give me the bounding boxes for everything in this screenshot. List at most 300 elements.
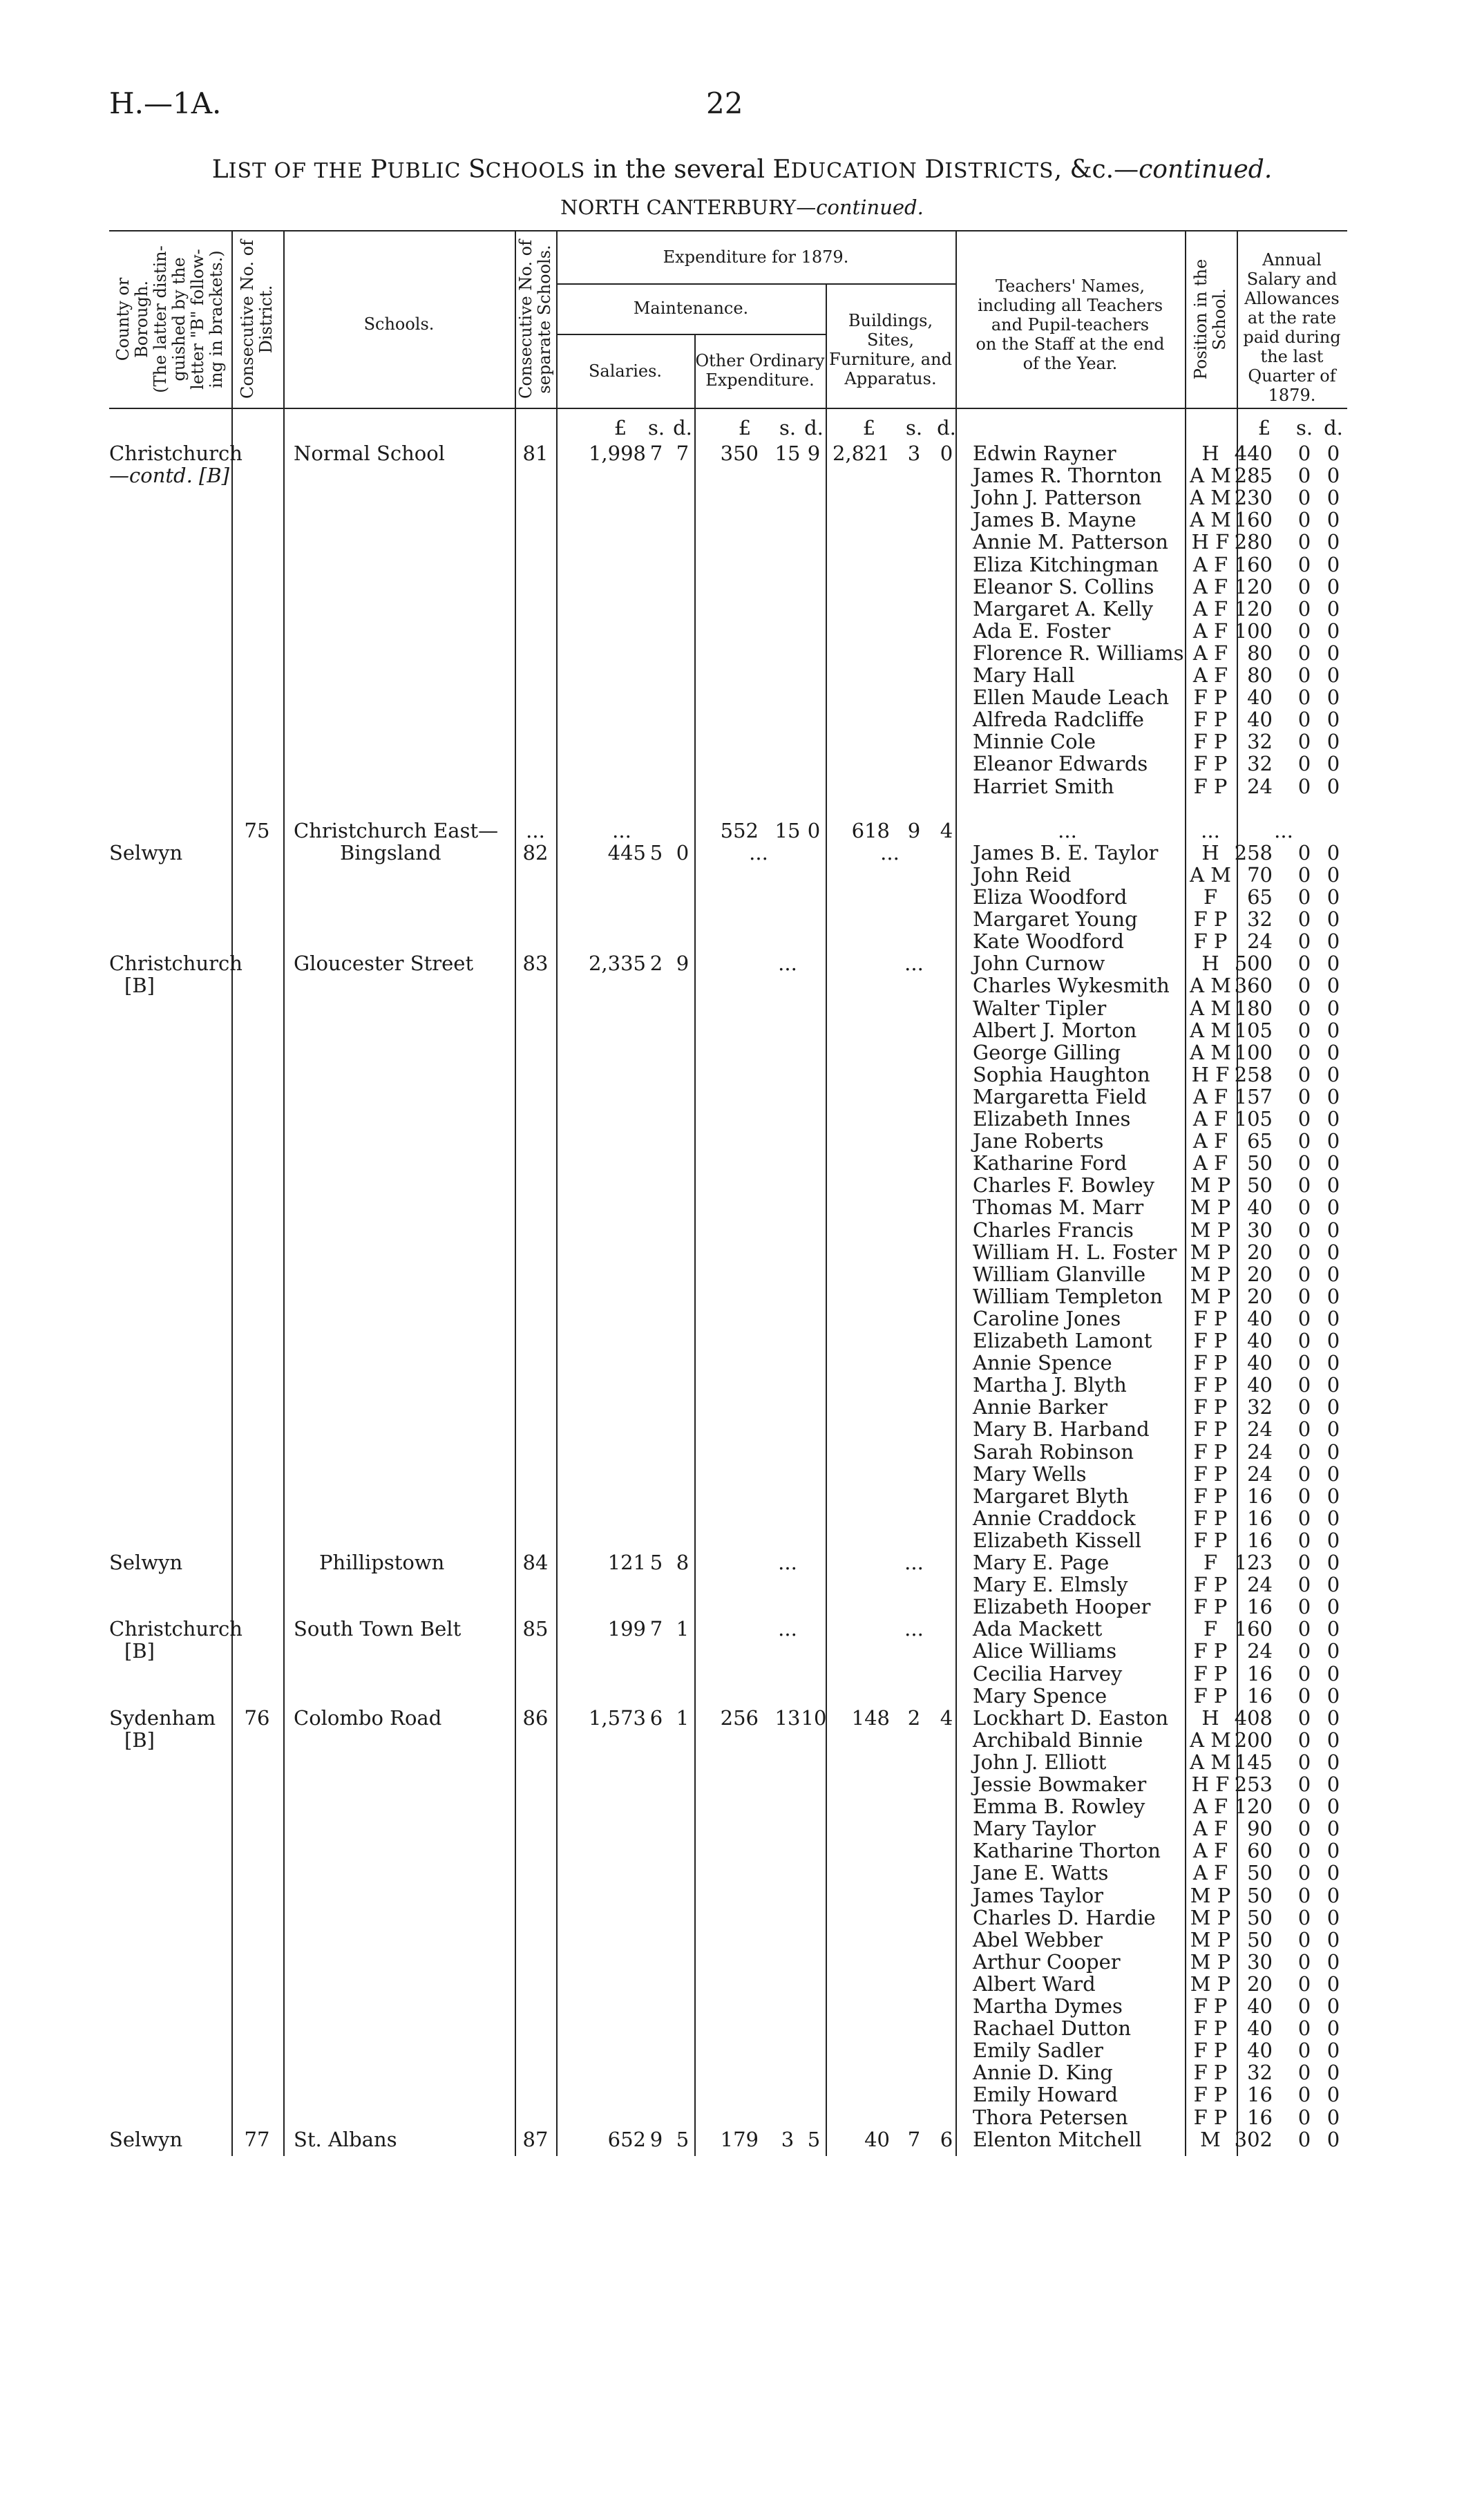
teacher-name: Thomas M. Marr: [973, 1195, 1144, 1220]
teacher-salary-pence: 0: [1326, 1351, 1340, 1375]
teacher-name: Ellen Maude Leach: [973, 686, 1170, 710]
teacher-salary-pence: 0: [1326, 641, 1340, 665]
teacher-name: Elizabeth Kissell: [973, 1528, 1141, 1552]
school-name: Colombo Road: [294, 1705, 442, 1730]
county-name: Selwyn: [109, 840, 183, 864]
column-rule: [231, 230, 233, 2156]
separate-school-number: 84: [522, 1551, 549, 1574]
unit-label: £: [862, 416, 876, 439]
teacher-position: F P: [1193, 1329, 1228, 1352]
teacher-position: M P: [1190, 1927, 1231, 1951]
teacher-salary-shillings: 0: [1297, 774, 1311, 798]
teacher-salary-pence: 0: [1326, 1195, 1340, 1220]
teacher-salary: 120: [1234, 596, 1273, 621]
teacher-position: A F: [1192, 618, 1228, 643]
teacher-salary: 50: [1247, 1861, 1273, 1885]
buildings-cell: 2,821: [832, 442, 890, 465]
teacher-salary-shillings: 0: [1297, 1817, 1311, 1841]
teacher-name: Harriet Smith: [973, 774, 1114, 798]
teacher-salary: 65: [1247, 885, 1273, 909]
teacher-position: M P: [1190, 1240, 1231, 1264]
teacher-position: A F: [1192, 663, 1228, 687]
salaries-cell: 8: [676, 1551, 689, 1574]
teacher-salary-shillings: 0: [1297, 1484, 1311, 1508]
teacher-salary-shillings: 0: [1297, 596, 1311, 621]
teacher-salary-shillings: 0: [1297, 508, 1311, 532]
header-bottom-rule: [109, 408, 1347, 409]
buildings-cell: ...: [904, 952, 924, 976]
teacher-position: M P: [1190, 1883, 1231, 1907]
teacher-salary-pence: 0: [1326, 686, 1340, 710]
county-column-header: County or Borough. (The latter distin- guished by the letter "B" follow- ing in brackets.): [113, 245, 226, 393]
teacher-salary-shillings: 0: [1297, 1107, 1311, 1131]
salaries-cell: 6: [649, 1705, 663, 1730]
salaries-cell: 5: [676, 2127, 689, 2151]
school-name: St. Albans: [294, 2127, 397, 2151]
buildings-cell: 4: [940, 1705, 953, 1730]
buildings-cell: 9: [907, 818, 921, 842]
teacher-position: A M: [1190, 862, 1231, 887]
teacher-salary-shillings: 0: [1297, 1262, 1311, 1286]
maintenance-rule: [556, 334, 826, 335]
teacher-name: Sarah Robinson: [973, 1439, 1134, 1464]
teacher-name: James B. E. Taylor: [973, 840, 1159, 864]
teacher-salary-shillings: 0: [1297, 1151, 1311, 1175]
teacher-name: Martha J. Blyth: [973, 1373, 1127, 1397]
teacher-position: H: [1201, 442, 1219, 465]
school-name: Christchurch East—: [294, 818, 499, 842]
teacher-salary-shillings: 0: [1297, 952, 1311, 976]
teacher-salary: 40: [1247, 2039, 1273, 2063]
teacher-salary-pence: 0: [1326, 1439, 1340, 1464]
district-column-header: Consecutive No. of District.: [238, 240, 276, 399]
other-expenditure-cell: 552: [720, 818, 759, 842]
salaries-cell: 5: [649, 1551, 663, 1574]
teacher-name: George Gilling: [973, 1040, 1121, 1064]
teacher-position: A M: [1190, 1750, 1231, 1774]
teacher-salary: 50: [1247, 1905, 1273, 1929]
teacher-salary-pence: 0: [1326, 2039, 1340, 2063]
teacher-position: F P: [1193, 1528, 1228, 1552]
teacher-salary-shillings: 0: [1297, 885, 1311, 909]
teacher-position: A M: [1190, 1018, 1231, 1042]
teacher-salary-shillings: 0: [1297, 2105, 1311, 2129]
column-rule: [955, 230, 957, 2156]
teacher-salary-pence: 0: [1326, 2061, 1340, 2085]
teacher-salary: 20: [1247, 1284, 1273, 1308]
county-name: Selwyn: [109, 2127, 183, 2151]
teacher-salary: 60: [1247, 1839, 1273, 1863]
teacher-name: Margaret A. Kelly: [973, 596, 1153, 621]
teacher-name: Edwin Rayner: [973, 442, 1116, 465]
table-top-rule: [109, 230, 1347, 231]
unit-label: £: [613, 416, 627, 439]
salaries-column-header: Salaries.: [588, 361, 663, 381]
buildings-cell: 4: [940, 818, 953, 842]
teacher-name: Margaret Young: [973, 907, 1138, 932]
teacher-position: F P: [1193, 1439, 1228, 1464]
teacher-salary-shillings: 0: [1297, 1329, 1311, 1352]
teacher-salary: 24: [1247, 1639, 1273, 1663]
teacher-salary-pence: 0: [1326, 1595, 1340, 1619]
unit-label: £: [1257, 416, 1271, 439]
teacher-salary-pence: 0: [1326, 929, 1340, 954]
teacher-salary-pence: 0: [1326, 1639, 1340, 1663]
teacher-salary-shillings: 0: [1297, 1839, 1311, 1863]
teacher-position: A M: [1190, 508, 1231, 532]
teacher-salary-pence: 0: [1326, 774, 1340, 798]
teacher-position: A F: [1192, 552, 1228, 576]
teacher-position: A F: [1192, 1129, 1228, 1153]
teacher-salary: 24: [1247, 774, 1273, 798]
teacher-salary-shillings: 0: [1297, 486, 1311, 510]
teacher-salary-pence: 0: [1326, 907, 1340, 932]
teacher-salary-shillings: 0: [1297, 1240, 1311, 1264]
buildings-cell: ...: [904, 1617, 924, 1641]
teacher-salary-pence: 0: [1326, 596, 1340, 621]
teacher-salary: 302: [1234, 2127, 1273, 2151]
separate-school-number: 86: [522, 1705, 549, 1730]
teacher-name: Charles Francis: [973, 1218, 1134, 1242]
teacher-salary-shillings: 0: [1297, 862, 1311, 887]
teacher-position: F P: [1193, 1595, 1228, 1619]
salaries-cell: 1: [676, 1617, 689, 1641]
teacher-salary-pence: 0: [1326, 1284, 1340, 1308]
school-name: Normal School: [294, 442, 445, 465]
salaries-cell: 7: [676, 442, 689, 465]
teacher-name: Ada Mackett: [973, 1617, 1103, 1641]
teacher-salary: 50: [1247, 1883, 1273, 1907]
salaries-cell: 2,335: [588, 952, 646, 976]
other-expenditure-cell: 256: [720, 1705, 759, 1730]
teacher-salary-shillings: 0: [1297, 1040, 1311, 1064]
teacher-name: John Curnow: [973, 952, 1105, 976]
teacher-salary-pence: 0: [1326, 486, 1340, 510]
county-name: [B]: [124, 1639, 155, 1663]
teacher-salary-shillings: 0: [1297, 1284, 1311, 1308]
unit-label: d.: [673, 416, 692, 439]
teacher-position: F P: [1193, 1683, 1228, 1708]
teacher-salary: 80: [1247, 641, 1273, 665]
placeholder: ...: [1058, 818, 1077, 842]
teacher-salary-pence: 0: [1326, 885, 1340, 909]
teacher-name: Annie Barker: [973, 1395, 1108, 1419]
teacher-salary: 408: [1234, 1705, 1273, 1730]
teacher-salary-shillings: 0: [1297, 574, 1311, 598]
teacher-salary-pence: 0: [1326, 574, 1340, 598]
teacher-salary: 16: [1247, 1595, 1273, 1619]
teacher-salary: 280: [1234, 530, 1273, 554]
salaries-cell: 7: [649, 442, 663, 465]
teacher-salary-shillings: 0: [1297, 752, 1311, 776]
teacher-salary-shillings: 0: [1297, 1639, 1311, 1663]
teacher-name: Mary Taylor: [973, 1817, 1096, 1841]
teacher-salary-pence: 0: [1326, 1573, 1340, 1597]
teacher-name: Elizabeth Hooper: [973, 1595, 1151, 1619]
teacher-salary: 200: [1234, 1728, 1273, 1752]
teacher-position: F P: [1193, 708, 1228, 732]
teacher-name: Annie M. Patterson: [973, 530, 1168, 554]
teacher-salary: 160: [1234, 1617, 1273, 1641]
teacher-salary-shillings: 0: [1297, 686, 1311, 710]
teacher-salary: 16: [1247, 1661, 1273, 1685]
teacher-salary-pence: 0: [1326, 1062, 1340, 1086]
salaries-cell: 445: [607, 840, 646, 864]
teacher-name: Albert J. Morton: [973, 1018, 1137, 1042]
teacher-salary: 120: [1234, 574, 1273, 598]
buildings-cell: 7: [907, 2127, 921, 2151]
teacher-salary-shillings: 0: [1297, 1306, 1311, 1330]
teacher-salary: 16: [1247, 1484, 1273, 1508]
teacher-name: Charles F. Bowley: [973, 1173, 1155, 1198]
teacher-salary-pence: 0: [1326, 862, 1340, 887]
teacher-position: M P: [1190, 1218, 1231, 1242]
teacher-salary: 40: [1247, 1994, 1273, 2018]
teacher-position: F P: [1193, 2061, 1228, 2085]
teacher-salary-pence: 0: [1326, 1728, 1340, 1752]
teacher-salary-shillings: 0: [1297, 929, 1311, 954]
separate-school-number: 81: [522, 442, 549, 465]
teacher-position: F P: [1193, 929, 1228, 954]
column-rule: [515, 230, 516, 2156]
teacher-position: F: [1203, 1551, 1218, 1574]
other-expenditure-cell: 5: [807, 2127, 821, 2151]
buildings-cell: 2: [907, 1705, 921, 1730]
teacher-salary: 40: [1247, 2016, 1273, 2041]
buildings-cell: ...: [880, 840, 900, 864]
teacher-salary-shillings: 0: [1297, 1883, 1311, 1907]
teacher-position: F P: [1193, 1306, 1228, 1330]
buildings-cell: 618: [851, 818, 890, 842]
teacher-name: Charles Wykesmith: [973, 974, 1170, 998]
expenditure-column-header: Expenditure for 1879.: [663, 247, 849, 267]
teacher-salary: 24: [1247, 929, 1273, 954]
salaries-cell: 1: [676, 1705, 689, 1730]
teacher-salary-shillings: 0: [1297, 442, 1311, 465]
teacher-salary-pence: 0: [1326, 2016, 1340, 2041]
teacher-position: H: [1201, 952, 1219, 976]
teacher-position: F P: [1193, 1661, 1228, 1685]
teacher-salary: 40: [1247, 1195, 1273, 1220]
teacher-salary-pence: 0: [1326, 1839, 1340, 1863]
county-name: [B]: [124, 974, 155, 998]
unit-label: s.: [905, 416, 923, 439]
teacher-salary-pence: 0: [1326, 1262, 1340, 1286]
teacher-salary-pence: 0: [1326, 1218, 1340, 1242]
teacher-position: A M: [1190, 486, 1231, 510]
buildings-cell: 3: [907, 442, 921, 465]
teacher-name: Alfreda Radcliffe: [973, 708, 1144, 732]
teacher-position: F P: [1193, 752, 1228, 776]
teacher-salary: 65: [1247, 1129, 1273, 1153]
teacher-salary: 50: [1247, 1927, 1273, 1951]
buildings-column-header: Buildings, Sites, Furniture, and Apparatus.: [829, 311, 952, 388]
maintenance-column-header: Maintenance.: [633, 299, 749, 318]
unit-label: d.: [804, 416, 824, 439]
teacher-salary: 500: [1234, 952, 1273, 976]
teacher-salary-shillings: 0: [1297, 1750, 1311, 1774]
teacher-name: John Reid: [973, 862, 1072, 887]
teacher-name: Ada E. Foster: [973, 618, 1111, 643]
separate-school-number: 87: [522, 2127, 549, 2151]
teacher-salary-shillings: 0: [1297, 2039, 1311, 2063]
other-expenditure-cell: 13: [774, 1705, 801, 1730]
schools-column-header: Schools.: [363, 314, 435, 334]
salaries-cell: 1,998: [588, 442, 646, 465]
district-number: 76: [244, 1705, 270, 1730]
teacher-salary-pence: 0: [1326, 1395, 1340, 1419]
teacher-position: A M: [1190, 996, 1231, 1020]
teacher-salary-shillings: 0: [1297, 1439, 1311, 1464]
page-subtitle: NORTH CANTERBURY—continued.: [560, 196, 924, 219]
teacher-salary-pence: 0: [1326, 530, 1340, 554]
teacher-salary: 24: [1247, 1417, 1273, 1441]
teacher-name: Katharine Ford: [973, 1151, 1128, 1175]
separate-school-number: 82: [522, 840, 549, 864]
teacher-position: F P: [1193, 2016, 1228, 2041]
teacher-salary: 20: [1247, 1262, 1273, 1286]
teacher-salary-pence: 0: [1326, 442, 1340, 465]
teacher-salary-shillings: 0: [1297, 840, 1311, 864]
teacher-salary-pence: 0: [1326, 1484, 1340, 1508]
unit-label: s.: [779, 416, 797, 439]
teacher-salary-shillings: 0: [1297, 1062, 1311, 1086]
teacher-name: Katharine Thorton: [973, 1839, 1161, 1863]
teacher-salary-shillings: 0: [1297, 1661, 1311, 1685]
teacher-name: Emily Howard: [973, 2083, 1119, 2107]
salaries-cell: 2: [649, 952, 663, 976]
teacher-position: A F: [1192, 1839, 1228, 1863]
teacher-salary: 285: [1234, 464, 1273, 488]
teacher-salary-pence: 0: [1326, 1972, 1340, 1996]
teacher-name: Jane Roberts: [973, 1129, 1104, 1153]
column-rule: [694, 334, 696, 2156]
teacher-name: Thora Petersen: [973, 2105, 1128, 2129]
teacher-position: F P: [1193, 1573, 1228, 1597]
teacher-position: F P: [1193, 1351, 1228, 1375]
teacher-salary: 32: [1247, 1395, 1273, 1419]
teacher-name: Jessie Bowmaker: [973, 1773, 1147, 1796]
teacher-salary-pence: 0: [1326, 2105, 1340, 2129]
teacher-salary-pence: 0: [1326, 1905, 1340, 1929]
teacher-position: M P: [1190, 1972, 1231, 1996]
teacher-position: A F: [1192, 641, 1228, 665]
teacher-salary-shillings: 0: [1297, 730, 1311, 754]
teacher-name: Minnie Cole: [973, 730, 1096, 754]
page-title: LIST OF THE PUBLIC SCHOOLS in the several EDUCATION DISTRICTS, &c.—continued.: [211, 155, 1273, 184]
teacher-salary-shillings: 0: [1297, 530, 1311, 554]
teacher-position: F P: [1193, 1639, 1228, 1663]
teacher-salary: 16: [1247, 1683, 1273, 1708]
document-reference: H.—1A.: [109, 86, 222, 120]
teacher-name: Kate Woodford: [973, 929, 1124, 954]
teacher-salary: 50: [1247, 1173, 1273, 1198]
teacher-salary: 105: [1234, 1107, 1273, 1131]
teacher-salary-pence: 0: [1326, 1750, 1340, 1774]
teacher-name: Jane E. Watts: [973, 1861, 1109, 1885]
teacher-name: Margaret Blyth: [973, 1484, 1129, 1508]
teacher-position: A M: [1190, 464, 1231, 488]
teacher-salary-shillings: 0: [1297, 1994, 1311, 2018]
teacher-salary: 120: [1234, 1795, 1273, 1819]
teacher-salary-shillings: 0: [1297, 1506, 1311, 1530]
salaries-cell: 9: [676, 952, 689, 976]
teacher-salary-pence: 0: [1326, 1861, 1340, 1885]
teacher-salary: 100: [1234, 618, 1273, 643]
teacher-name: James B. Mayne: [973, 508, 1136, 532]
teacher-salary: 16: [1247, 1506, 1273, 1530]
teacher-position: F P: [1193, 1373, 1228, 1397]
teacher-name: William H. L. Foster: [973, 1240, 1177, 1264]
teacher-salary-shillings: 0: [1297, 1551, 1311, 1574]
teacher-name: John J. Patterson: [973, 486, 1142, 510]
teacher-salary-pence: 0: [1326, 1084, 1340, 1108]
other-expenditure-cell: ...: [778, 1617, 797, 1641]
annual-salary-column-header: Annual Salary and Allowances at the rate paid during the last Quarter of 1879.: [1243, 250, 1341, 405]
teacher-salary: 100: [1234, 1040, 1273, 1064]
teacher-salary: 24: [1247, 1573, 1273, 1597]
teacher-position: F P: [1193, 1484, 1228, 1508]
county-name: Christchurch: [109, 442, 242, 465]
teacher-salary-shillings: 0: [1297, 2016, 1311, 2041]
teacher-position: A F: [1192, 1861, 1228, 1885]
teacher-salary-shillings: 0: [1297, 1173, 1311, 1198]
teacher-salary-pence: 0: [1326, 996, 1340, 1020]
teacher-name: Arthur Cooper: [973, 1949, 1121, 1974]
teacher-salary-pence: 0: [1326, 663, 1340, 687]
teacher-position: A F: [1192, 1084, 1228, 1108]
teacher-name: Eliza Woodford: [973, 885, 1128, 909]
other-expenditure-cell: 15: [774, 818, 801, 842]
teacher-name: Emma B. Rowley: [973, 1795, 1145, 1819]
teacher-salary: 440: [1234, 442, 1273, 465]
teacher-salary-shillings: 0: [1297, 464, 1311, 488]
teacher-salary-shillings: 0: [1297, 1573, 1311, 1597]
other-expenditure-cell: 0: [807, 818, 821, 842]
teacher-salary: 32: [1247, 752, 1273, 776]
position-column-header: Position in the School.: [1191, 258, 1229, 380]
teacher-salary-shillings: 0: [1297, 1683, 1311, 1708]
teacher-name: Eliza Kitchingman: [973, 552, 1159, 576]
other-expenditure-cell: 350: [720, 442, 759, 465]
teacher-position: M P: [1190, 1173, 1231, 1198]
teacher-position: H: [1201, 840, 1219, 864]
teacher-salary-shillings: 0: [1297, 708, 1311, 732]
district-number: 77: [244, 2127, 270, 2151]
teacher-position: M: [1200, 2127, 1221, 2151]
teacher-salary-shillings: 0: [1297, 1218, 1311, 1242]
teacher-salary: 50: [1247, 1151, 1273, 1175]
teacher-salary-pence: 0: [1326, 1927, 1340, 1951]
county-name: Christchurch: [109, 952, 242, 976]
teacher-position: F P: [1193, 907, 1228, 932]
other-expenditure-cell: 3: [781, 2127, 795, 2151]
teacher-position: H F: [1191, 530, 1230, 554]
teacher-salary: 32: [1247, 2061, 1273, 2085]
teacher-salary-shillings: 0: [1297, 1927, 1311, 1951]
teacher-salary: 90: [1247, 1817, 1273, 1841]
teacher-name: Mary Spence: [973, 1683, 1107, 1708]
teacher-name: Martha Dymes: [973, 1994, 1123, 2018]
teacher-salary-pence: 0: [1326, 1883, 1340, 1907]
teacher-salary-pence: 0: [1326, 752, 1340, 776]
teacher-salary-shillings: 0: [1297, 907, 1311, 932]
teacher-salary-pence: 0: [1326, 1683, 1340, 1708]
teacher-position: F: [1203, 1617, 1218, 1641]
teacher-position: M P: [1190, 1949, 1231, 1974]
teacher-position: M P: [1190, 1905, 1231, 1929]
teacher-salary-shillings: 0: [1297, 1861, 1311, 1885]
